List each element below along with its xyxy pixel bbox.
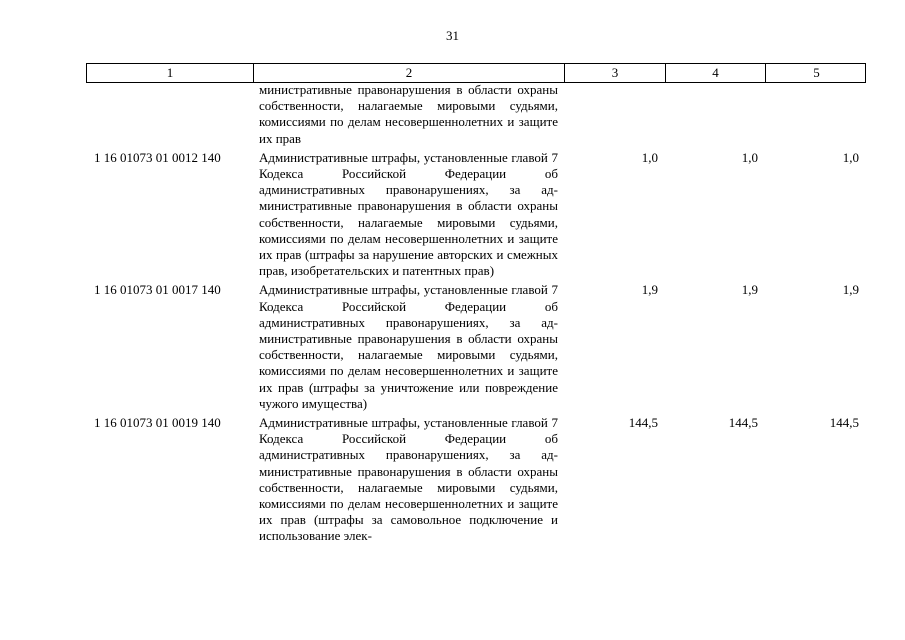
table-row xyxy=(86,150,866,280)
row-value-col5: 1,9 xyxy=(842,282,859,298)
row-value-col3: 144,5 xyxy=(628,415,658,431)
row-value-col3: 1,0 xyxy=(641,149,658,165)
header-col-1: 1 xyxy=(87,64,254,82)
header-col-5: 5 xyxy=(813,65,820,80)
row-description: Административные штрафы, установленные главой 7 Кодекса Российской Федерации об административных правонарушениях, за административные правонарушения в области охраны собственности, налагаемые мировыми судьями, комиссиями по делам несовершеннолетних и защите их прав (штрафы за уничтожение или повреждение чужого имущества) xyxy=(259,282,558,411)
row-code: 1 16 01073 01 0012 140 xyxy=(94,149,221,165)
row-value-col5: 1,0 xyxy=(842,149,859,165)
row-code xyxy=(86,82,253,147)
table-row xyxy=(86,415,866,545)
row-code: 1 16 01073 01 0019 140 xyxy=(94,415,221,431)
row-description: министративные правонарушения в области охраны собственности, налагаемые мировыми судьями, комиссиями по делам несовершеннолетних и защите их прав xyxy=(259,82,558,146)
row-code: 1 16 01073 01 0017 140 xyxy=(94,282,221,298)
row-value-col3: 1,9 xyxy=(641,282,658,298)
row-value-col4: 144,5 xyxy=(728,415,758,431)
page-number: 31 xyxy=(446,28,459,43)
table-header xyxy=(86,63,866,83)
row-value-col5: 144,5 xyxy=(829,415,859,431)
table-row-continuation xyxy=(86,82,866,147)
table-row xyxy=(86,282,866,412)
row-description: Административные штрафы, установленные главой 7 Кодекса Российской Федерации об административных правонарушениях, за административные правонарушения в области охраны собственности, налагаемые мировыми судьями, комиссиями по делам несовершеннолетних и защите их прав (штрафы за нарушение авторских и смежных прав, изобретательских и патентных прав) xyxy=(259,149,558,279)
header-col-4: 4 xyxy=(666,64,766,82)
header-col-3: 3 xyxy=(565,64,666,82)
table-body xyxy=(86,82,866,545)
header-col-2: 2 xyxy=(254,64,565,82)
row-value-col4: 1,0 xyxy=(741,149,758,165)
row-value-col4: 1,9 xyxy=(741,282,758,298)
row-description: Административные штрафы, установленные главой 7 Кодекса Российской Федерации об административных правонарушениях, за административные правонарушения в области охраны собственности, налагаемые мировыми судьями, комиссиями по делам несовершеннолетних и защите их прав (штрафы за самовольное подключение и использование элек- xyxy=(259,415,558,544)
